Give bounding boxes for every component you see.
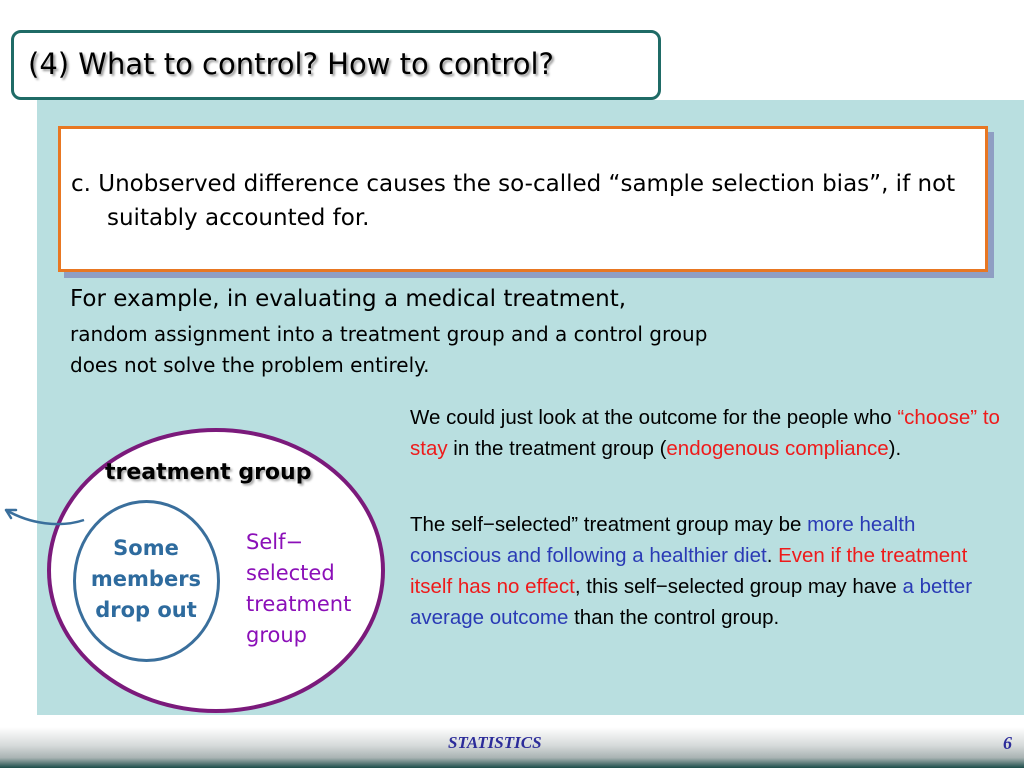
note2-better-outcome: a better average outcome	[410, 575, 973, 629]
example-line-2: random assignment into a treatment group and a control group	[70, 322, 708, 346]
self-selected-label: Self− selected treatment group	[246, 530, 352, 647]
treatment-group-label: treatment group	[105, 460, 312, 485]
slide-title: (4) What to control? How to control?	[28, 47, 554, 81]
note1-endogenous-compliance: endogenous compliance	[666, 437, 889, 460]
title-box	[11, 30, 661, 100]
treatment-group-diagram	[0, 410, 400, 720]
note2-text-4: than the control group.	[568, 606, 780, 629]
drop-out-label: Some members drop out	[90, 536, 202, 622]
note1-text-1: We could just look at the outcome for the people who	[410, 406, 898, 429]
note2-text-1: The self−selected” treatment group may be	[410, 513, 808, 536]
definition-box	[58, 126, 988, 272]
note1-text-2: in the treatment group (	[447, 437, 667, 460]
definition-text: c. Unobserved difference causes the so-called “sample selection bias”, if not suitably accounted for.	[71, 171, 956, 231]
note1-text-3: ).	[888, 437, 902, 460]
note2-text-3: , this self−selected group may have	[574, 575, 903, 598]
note2-health-conscious: more health conscious and following a healthier diet	[410, 513, 916, 567]
example-line-3: does not solve the problem entirely.	[70, 353, 430, 377]
footer-title: STATISTICS	[448, 733, 542, 752]
page-number: 6	[1003, 733, 1012, 753]
note2-no-effect: Even if the treatment itself has no effect	[410, 544, 968, 598]
example-line-1: For example, in evaluating a medical treatment,	[70, 286, 627, 312]
drop-out-arrow-icon	[0, 496, 90, 536]
note-endogenous-compliance	[410, 402, 1010, 464]
note2-text-2: .	[766, 544, 779, 567]
note-self-selected	[410, 509, 1010, 633]
note1-choose-to-stay: “choose” to stay	[410, 406, 1000, 460]
